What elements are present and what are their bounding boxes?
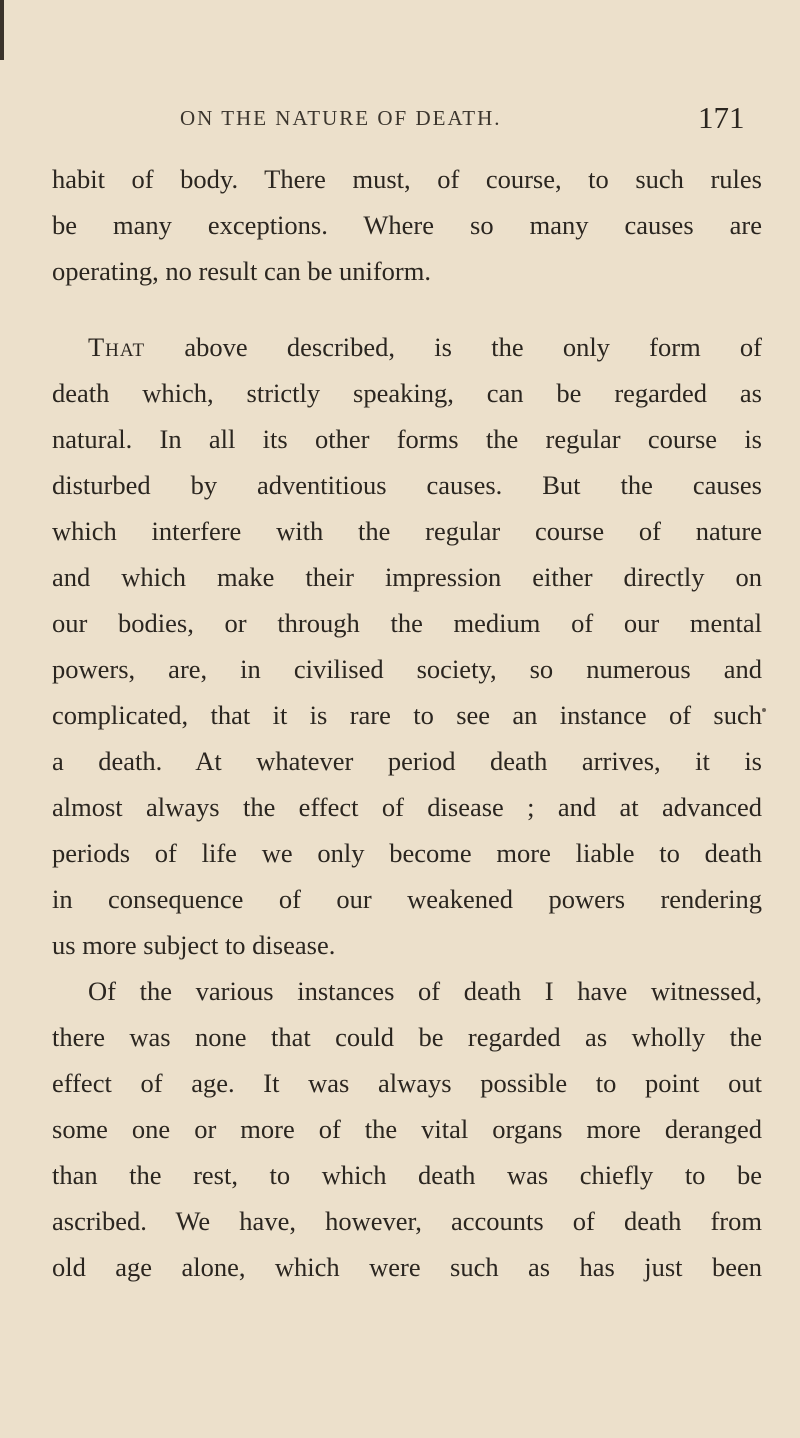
running-head: ON THE NATURE OF DEATH. <box>180 106 502 130</box>
text-line: our bodies, or through the medium of our mental <box>52 608 762 638</box>
margin-mark <box>762 708 766 712</box>
page-header <box>0 100 800 140</box>
text-line: old age alone, which were such as has just been <box>52 1252 762 1282</box>
text-line: periods of life we only become more liable to death <box>52 838 762 868</box>
text-line: effect of age. It was always possible to point out <box>52 1068 762 1098</box>
body-text <box>52 156 762 1290</box>
text-line: powers, are, in civilised society, so numerous and <box>52 654 762 684</box>
text-line: operating, no result can be uniform. <box>52 256 431 286</box>
text-line: death which, strictly speaking, can be regarded as <box>52 378 762 408</box>
text-line: than the rest, to which death was chiefly to be <box>52 1160 762 1190</box>
text-line: us more subject to disease. <box>52 930 336 960</box>
page-binding-edge <box>0 0 4 60</box>
text-line <box>52 324 762 370</box>
page-number: 171 <box>698 100 745 135</box>
text-line: habit of body. There must, of course, to such rules <box>52 164 762 194</box>
text-line: a death. At whatever period death arrives, it is <box>52 746 762 776</box>
text-line: which interfere with the regular course of nature <box>52 516 762 546</box>
text-line: there was none that could be regarded as wholly the <box>52 1022 762 1052</box>
text-line: ascribed. We have, however, accounts of death from <box>52 1206 762 1236</box>
text-line: disturbed by adventitious causes. But the causes <box>52 470 762 500</box>
text-line: natural. In all its other forms the regular course is <box>52 424 762 454</box>
text-line: complicated, that it is rare to see an instance of such <box>52 700 762 730</box>
text-line: some one or more of the vital organs more deranged <box>52 1114 762 1144</box>
text-line: be many exceptions. Where so many causes are <box>52 210 762 240</box>
text-line: in consequence of our weakened powers rendering <box>52 884 762 914</box>
text-line: almost always the effect of disease ; and at advanced <box>52 792 762 822</box>
text-line: Of the various instances of death I have witnessed, <box>88 976 762 1006</box>
paragraph-gap <box>52 294 762 324</box>
first-line-rest: above described, is the only form of <box>145 332 762 362</box>
text-line: and which make their impression either directly on <box>52 562 762 592</box>
paragraph-lead-word: That <box>88 332 146 362</box>
